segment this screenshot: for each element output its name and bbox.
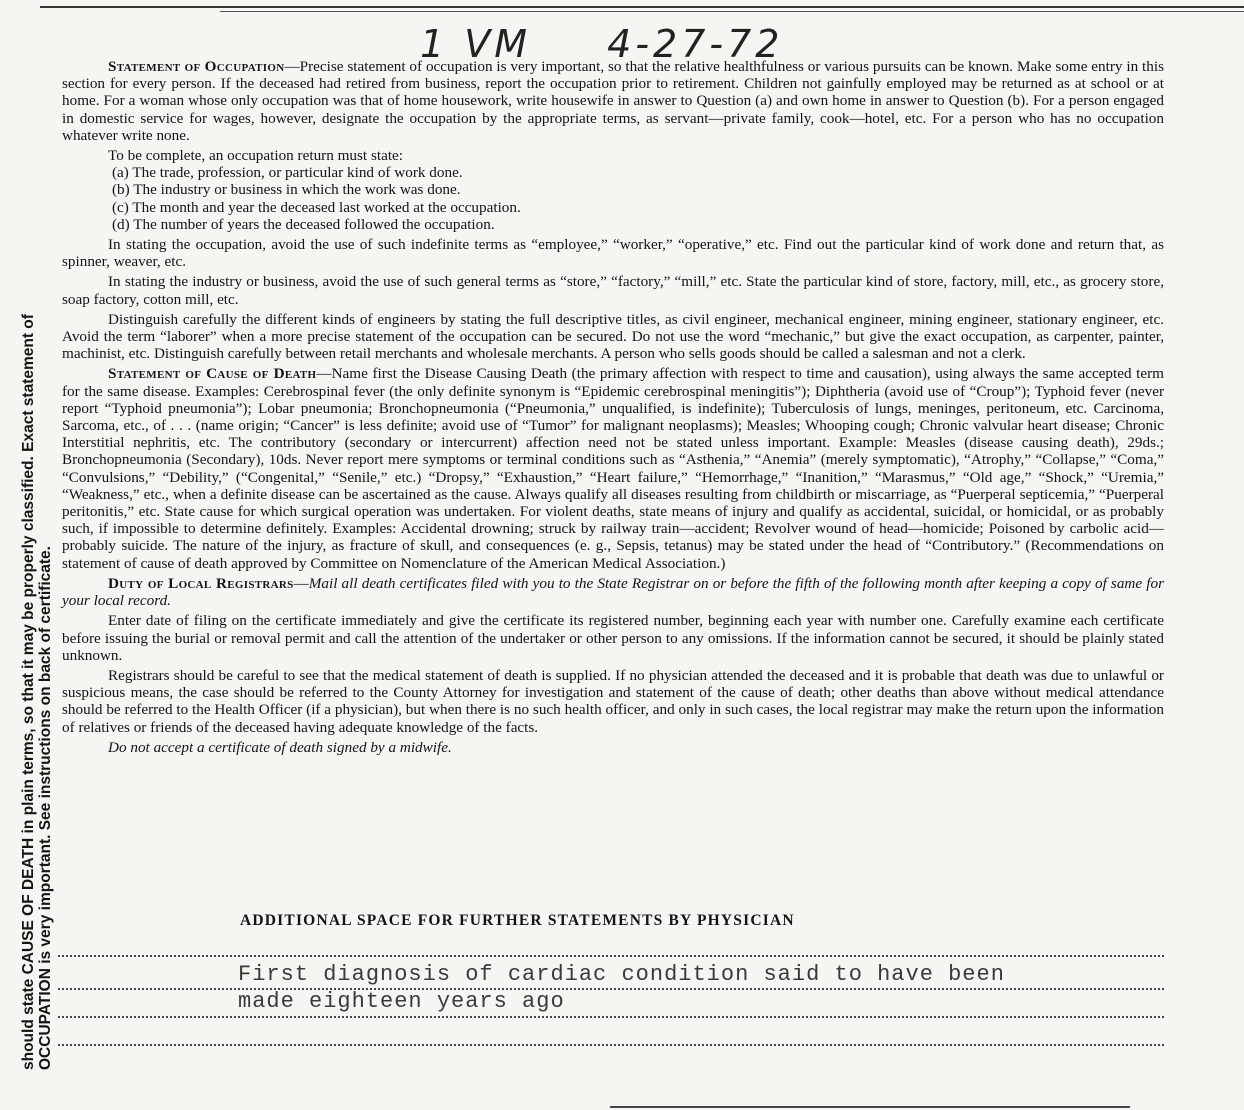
occupation-paragraph-2: In stating the occupation, avoid the use of such indefinite terms as “employee,” “worker,” “operative,” etc. Find out the particular kind of work done and return that, as spinner, weaver, etc. xyxy=(62,236,1164,271)
handwritten-date: 4-27-72 xyxy=(607,22,784,66)
registrars-paragraph-2: Enter date of filing on the certificate immediately and give the certificate its registered number, beginning each year with number one. Carefully examine each certificate before issuing the burial or removal permit and call the attention of the undertaker or other person to any omissions. If the information cannot be secured, it should be plainly stated unknown. xyxy=(62,612,1164,664)
list-item: (b) The industry or business in which the work was done. xyxy=(112,181,461,199)
occupation-heading: Statement of Occupation xyxy=(108,58,285,75)
margin-line-2: OCCUPATION is very important. See instructions on back of certificate. xyxy=(37,546,54,1070)
registrars-paragraph: Duty of Local Registrars—Mail all death certificates filed with you to the State Registrar on or before the fifth of the following month after keeping a copy of same for your local record. xyxy=(62,574,1165,610)
additional-space-heading: ADDITIONAL SPACE FOR FURTHER STATEMENTS BY PHYSICIAN xyxy=(240,912,795,929)
occupation-paragraph: Statement of Occupation—Precise statement of occupation is very important, so that the relative healthfulness or various pursuits can be known. Make some entry in this section for every person. If the deceased had retired from business, report the occupation prior to retirement. Children not gainfully employed may be returned as at school or at home. For a woman whose only occupation was that of home housework, write housewife in answer to Question (a) and own home in answer to Question (b). For a person engaged in domestic service for wages, however, designate the occupation by the appropriate terms, as servant—private family, cook—hotel, etc. For a person who has no occupation whatever write none. xyxy=(62,58,1164,144)
top-border-line-thin xyxy=(220,11,1244,12)
cause-paragraph: Statement of Cause of Death—Name first the Disease Causing Death (the primary affection with respect to time and causation), using always the same accepted term for the same disease. Examples: Cerebrospinal fever (the only definite synonym is “Epidemic cerebrospinal meningitis”); Diphtheria (avoid use of “Croup”); Typhoid fever (never report “Typhoid pneumonia”); Lobar pneumonia; Bronchopneumonia (“Pneumonia,” unqualified, is indefinite); Tuberculosis of lungs, meninges, peritoneum, etc. Carcinoma, Sarcoma, etc., of . . . (name origin; “Cancer” is less definite; avoid use of “Tumor” for malignant neoplasms); Measles; Whooping cough; Chronic valvular heart disease; Chronic Interstitial nephritis, etc. The contributory (secondary or intercurrent) affection need not be stated unless important. Example: Measles (disease causing death), 29ds.; Bronchopneumonia (Secondary), 10ds. Never report mere symptoms or terminal conditions such as “Asthenia,” “Anemia” (merely symptomatic), “Atrophy,” “Collapse,” “Coma,” “Convulsions,” “Debility,” (“Congenital,” “Senile,” etc.) “Dropsy,” “Exhaustion,” “Heart failure,” “Hemorrhage,” “Inanition,” “Marasmus,” “Old age,” “Shock,” “Uremia,” “Weakness,” etc., when a definite disease can be ascertained as the cause. Always qualify all diseases resulting from childbirth or miscarriage, as “Puerperal septicemia,” “Puerperal peritonitis,” etc. State cause for which surgical operation was undertaken. For violent deaths, state means of injury and qualify as accidental, suicidal, or homicidal, or as probably such, if impossible to determine definitely. Examples: Accidental drowning; struck by railway train—accident; Revolver wound of head—homicide; Poisoned by carbolic acid—probably suicide. The nature of the injury, as fracture of skull, and consequences (e. g., Sepsis, tetanus) may be stated under the head of “Contributory.” (Recommendations on statement of cause of death approved by Committee on Nomenclature of the American Medical Association.) xyxy=(62,365,1164,572)
dotted-rule xyxy=(58,988,1164,990)
dotted-rule xyxy=(58,1044,1164,1046)
occupation-paragraph-3: In stating the industry or business, avoid the use of such general terms as “store,” “factory,” “mill,” etc. State the particular kind of store, factory, mill, etc., as grocery store, soap factory, cotton mill, etc. xyxy=(62,273,1164,308)
dotted-rule xyxy=(58,1016,1164,1018)
dotted-rule xyxy=(58,955,1164,957)
physician-statement-line-2: made eighteen years ago xyxy=(238,989,565,1014)
occupation-intro: To be complete, an occupation return must state: xyxy=(108,147,403,165)
physician-statement-line-1: First diagnosis of cardiac condition said to have been xyxy=(238,962,1005,987)
occupation-paragraph-4: Distinguish carefully the different kinds of engineers by stating the full descriptive titles, as civil engineer, mechanical engineer, mining engineer, stationary engineer, etc. Avoid the term “laborer” when a more precise statement of the occupation can be secured. Do not use the word “mechanic,” but give the exact occupation, as carpenter, painter, machinist, etc. Distinguish carefully between retail merchants and wholesale merchants. A person who sells goods should be called a salesman and not a clerk. xyxy=(62,310,1164,363)
registrars-heading: Duty of Local Registrars xyxy=(108,574,294,592)
handwritten-initials: 1 VM xyxy=(420,22,532,66)
list-item: (d) The number of years the deceased followed the occupation. xyxy=(112,215,495,233)
registrars-paragraph-3: Registrars should be careful to see that the medical statement of death is supplied. If no physician attended the deceased and it is probable that death was due to unlawful or suspicious means, the case should be referred to the County Attorney for investigation and statement of the cause of death; other deaths than above without medical attendance should be referred to the Health Officer (if a physician), but when there is no such health officer, and only in such cases, the local registrar may make the return upon the information of relatives or friends of the deceased having adequate knowledge of the facts. xyxy=(62,666,1164,736)
midwife-notice: Do not accept a certificate of death signed by a midwife. xyxy=(108,738,452,756)
margin-line-1: should state CAUSE OF DEATH in plain terms, so that it may be properly classified. Exact statement of xyxy=(20,314,37,1070)
left-margin xyxy=(0,60,54,1100)
instructions-body xyxy=(62,58,1164,756)
list-item: (a) The trade, profession, or particular kind of work done. xyxy=(112,164,463,182)
list-item: (c) The month and year the deceased last worked at the occupation. xyxy=(112,198,521,216)
bottom-border-line xyxy=(610,1106,1130,1108)
occupation-requirements-list xyxy=(112,164,1164,233)
margin-instruction xyxy=(20,110,54,1070)
top-border-line xyxy=(40,6,1244,8)
cause-heading: Statement of Cause of Death xyxy=(108,365,317,383)
